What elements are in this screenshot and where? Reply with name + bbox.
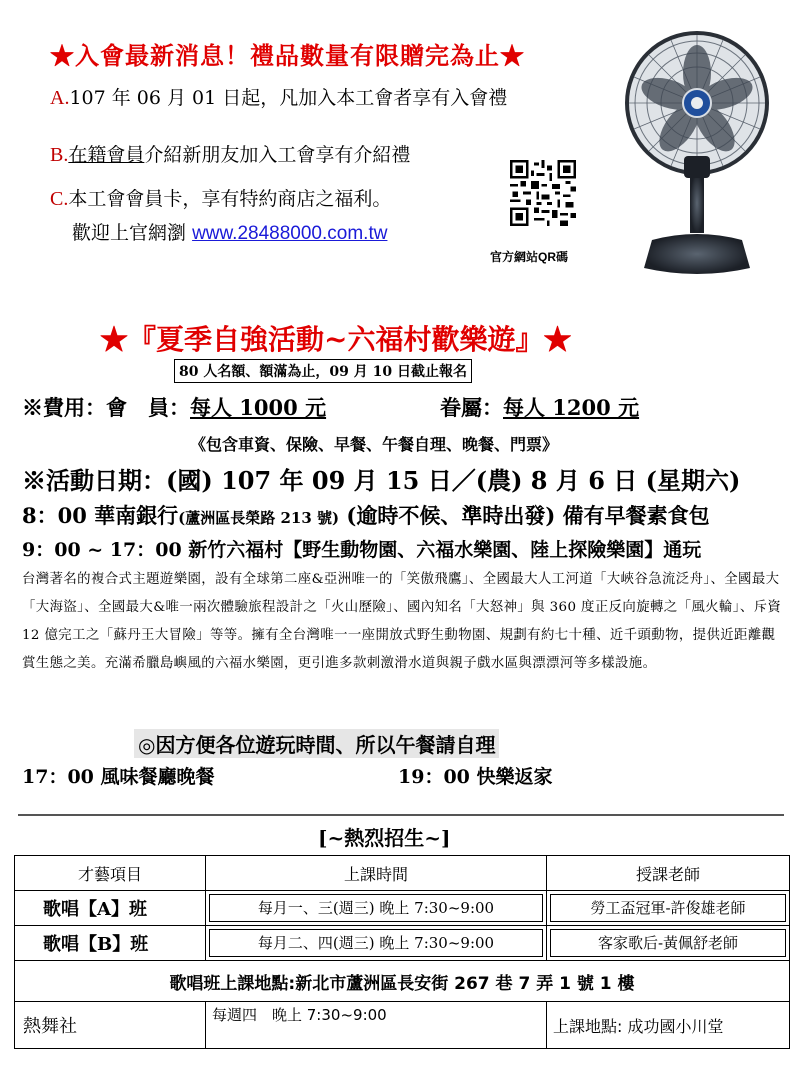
departure-address: (蘆洲區長榮路 213 號) — [178, 509, 340, 527]
singing-class-location: 歌唱班上課地點:新北市蘆洲區長安街 267 巷 7 弄 1 號 1 樓 — [15, 961, 790, 1002]
event-date: ※活動日期：(國) 107 年 09 月 15 日／(農) 8 月 6 日 (星期六) — [22, 466, 741, 495]
dance-club-name: 熱舞社 — [15, 1002, 206, 1049]
news-underlined-b: 在籍會員 — [68, 144, 145, 166]
header-time: 上課時間 — [206, 856, 547, 891]
schedule-park: 9：00 ~ 17：00 新竹六福村【野生動物園、六福水樂園、陸上探險樂園】通玩 — [22, 539, 702, 561]
website-link[interactable]: www.28488000.com.tw — [192, 223, 388, 244]
recruit-title: [~熱烈招生~] — [318, 826, 451, 850]
class-teacher — [547, 926, 790, 961]
schedule-departure — [22, 500, 710, 530]
news-item-a — [50, 83, 507, 110]
news-item-c — [50, 184, 391, 211]
class-name: 歌唱【A】班 — [15, 891, 206, 926]
headline: ★入會最新消息！禮品數量有限贈完為止★ — [50, 41, 525, 70]
schedule-dinner: 17：00 風味餐廳晚餐 — [22, 766, 215, 788]
departure-time-place: 8：00 華南銀行 — [22, 503, 179, 528]
dance-club-location: 上課地點: 成功國小川堂 — [547, 1002, 790, 1049]
fee-family-label: 眷屬： — [440, 395, 503, 420]
header-item: 才藝項目 — [15, 856, 206, 891]
table-row — [15, 926, 790, 961]
departure-note: (逾時不候、準時出發) 備有早餐素食包 — [339, 503, 710, 528]
fee-prefix: ※費用：會 員： — [22, 395, 190, 420]
fee-family-amount: 每人 1200 元 — [503, 395, 640, 420]
news-letter-c: C. — [50, 188, 69, 210]
news-item-b — [50, 140, 410, 167]
dance-row — [15, 1002, 790, 1049]
qr-code-icon[interactable] — [510, 160, 576, 226]
lunch-note: ◎因方便各位遊玩時間、所以午餐請自理 — [134, 729, 499, 758]
class-time-box: 每月一、三(週三) 晚上 7:30~9:00 — [209, 894, 543, 922]
table-row — [15, 891, 790, 926]
class-time — [206, 926, 547, 961]
event-title: ★『夏季自強活動~六福村歡樂遊』★ — [100, 323, 572, 356]
qr-caption: 官方網站QR碼 — [490, 250, 569, 264]
class-teacher — [547, 891, 790, 926]
fee-member-line — [22, 392, 326, 422]
park-description: 台灣著名的複合式主題遊樂園，設有全球第二座&亞洲唯一的「笑傲飛鷹」、全國最大人工河道「大峽谷急流泛舟」、全國最大「大海盜」、全國最大&唯一兩次體驗旅程設計之「火山歷險」、國內知名「大怒神」與 360 度正反向旋轉之「風火輪」、斥資 12 億完工之「蘇丹王大冒險」等等。擁有全台灣唯一一座開放式野生動物園、規劃有約七十種、近千頭動物，提供近距離觀賞生態之美。充滿希臘島嶼風的六福水樂園，更引進多款刺激滑水道與親子戲水區與漂漂河等多樣設施。 — [22, 572, 782, 671]
dance-club-time: 每週四 晚上 7:30~9:00 — [206, 1002, 547, 1049]
header-teacher: 授課老師 — [547, 856, 790, 891]
news-letter-a: A. — [50, 87, 70, 109]
section-divider — [18, 814, 784, 816]
news-text-a: 107 年 06 月 01 日起，凡加入本工會者享有入會禮 — [69, 87, 508, 109]
class-time — [206, 891, 547, 926]
fee-member-amount: 每人 1000 元 — [190, 395, 327, 420]
news-letter-b: B. — [50, 144, 69, 166]
news-text-b: 介紹新朋友加入工會享有介紹禮 — [144, 144, 411, 166]
schedule-return: 19：00 快樂返家 — [398, 766, 553, 788]
news-text-c: 本工會會員卡，享有特約商店之福利。 — [68, 188, 392, 210]
class-time-box: 每月二、四(週三) 晚上 7:30~9:00 — [209, 929, 543, 957]
welcome-line — [72, 218, 387, 245]
welcome-text: 歡迎上官網瀏 — [72, 222, 187, 244]
fee-family-line — [440, 392, 639, 422]
class-teacher-box: 客家歌后-黃佩舒老師 — [550, 929, 786, 957]
table-header-row — [15, 856, 790, 891]
location-row — [15, 961, 790, 1002]
classes-table — [14, 855, 790, 1049]
event-quota: 80 人名額、額滿為止，09 月 10 日截止報名 — [174, 359, 472, 383]
class-teacher-box: 勞工盃冠軍-許俊雄老師 — [550, 894, 786, 922]
fee-includes: 《包含車資、保險、早餐、午餐自理、晚餐、門票》 — [190, 435, 559, 454]
electric-fan-image — [612, 28, 782, 288]
class-name: 歌唱【B】班 — [15, 926, 206, 961]
